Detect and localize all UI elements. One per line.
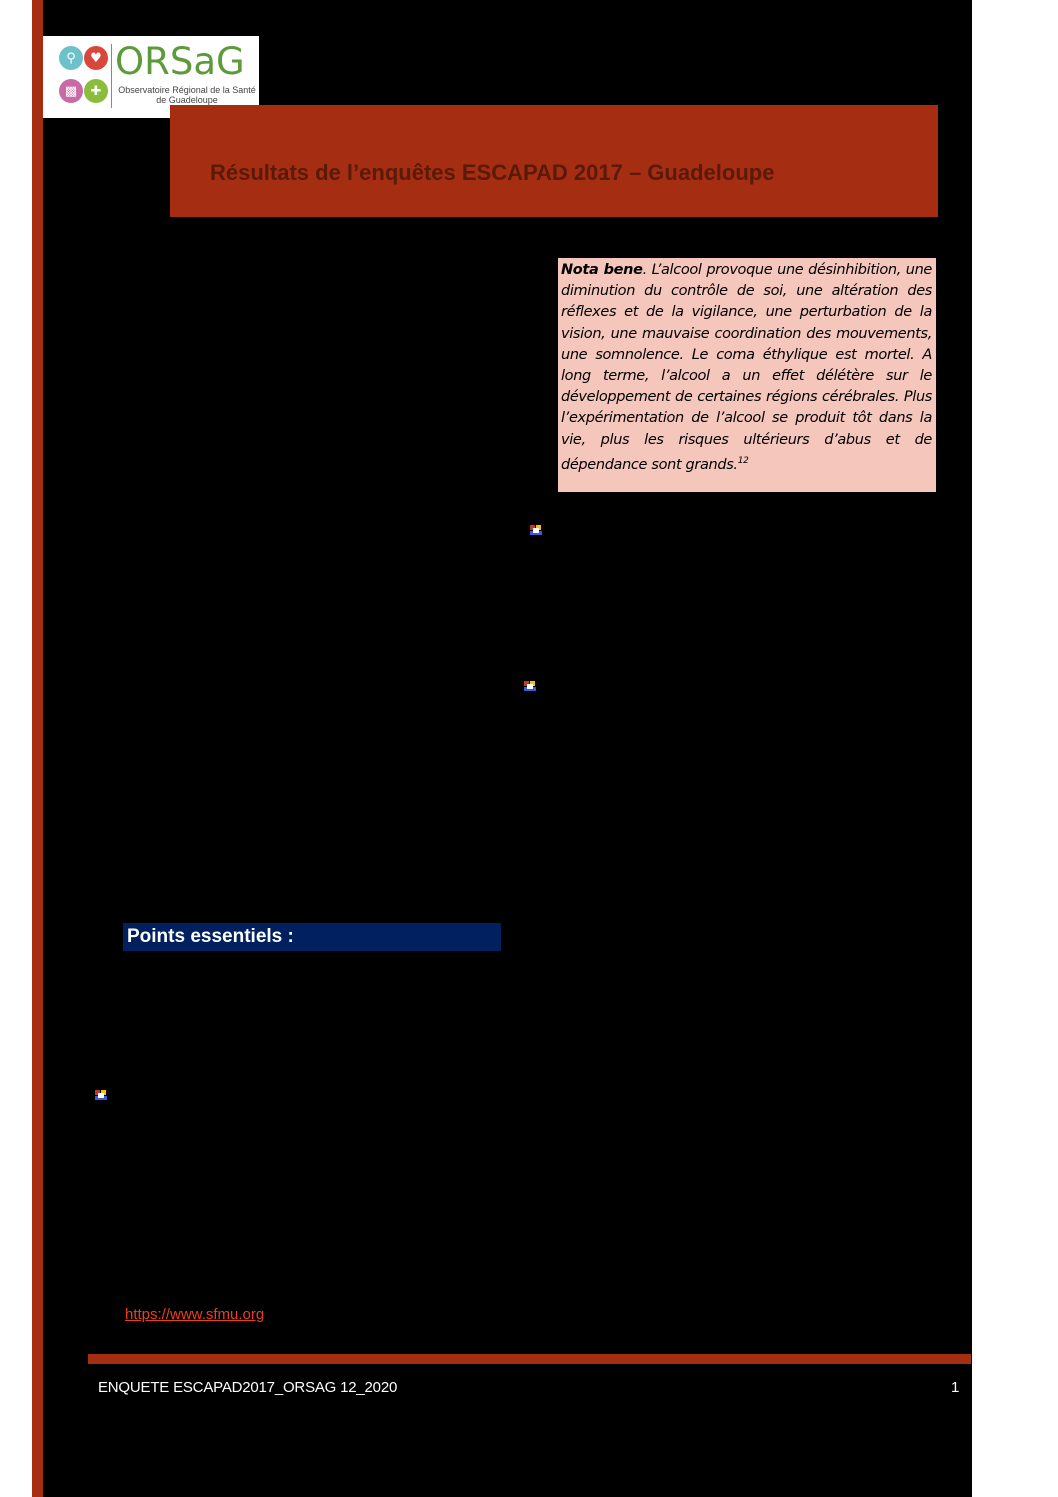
magnifier-icon: ⚲ bbox=[59, 46, 83, 70]
page-background bbox=[32, 0, 972, 1497]
broken-image-icon bbox=[529, 524, 543, 536]
left-margin-rule bbox=[32, 0, 43, 1497]
broken-image-icon bbox=[94, 1089, 108, 1101]
nota-bene-box bbox=[558, 258, 936, 492]
nota-bene-label: Nota bene bbox=[561, 262, 643, 278]
page-title: Résultats de l’enquêtes ESCAPAD 2017 – Guadeloupe bbox=[210, 160, 775, 185]
person-icon: ✚ bbox=[84, 79, 108, 103]
broken-image-icon bbox=[523, 680, 537, 692]
logo-wordmark: ORSaG bbox=[115, 40, 245, 83]
heart-pulse-icon: ♥ bbox=[84, 46, 108, 70]
page-number: 1 bbox=[951, 1379, 960, 1396]
bar-chart-icon: ▩ bbox=[59, 79, 83, 103]
footnote-ref: 12 bbox=[737, 455, 749, 466]
points-essentiels-heading bbox=[123, 923, 501, 951]
logo-divider bbox=[111, 44, 112, 108]
title-banner bbox=[170, 105, 938, 217]
points-heading-text: Points essentiels : bbox=[127, 926, 294, 947]
footer-document-id: ENQUETE ESCAPAD2017_ORSAG 12_2020 bbox=[98, 1379, 398, 1396]
nota-bene-text: . L’alcool provoque une désinhibition, une diminution du contrôle de soi, une altération des réflexes et de la vigilance, une perturbation de la vision, une mauvaise coordination des mouvements, une somnolence. Le coma éthylique est mortel. A long terme, l’alcool a un effet délétère sur le développement de certaines régions cérébrales. Plus l’expérimentation de l’alcool se produit tôt dans la vie, plus les risques ultérieurs d’abus et de dépendance sont grands. bbox=[561, 262, 932, 473]
sfmu-link[interactable]: https://www.sfmu.org bbox=[125, 1306, 265, 1323]
logo-subtitle: Observatoire Régional de la Santé de Guadeloupe bbox=[118, 85, 256, 105]
footer-rule bbox=[88, 1354, 971, 1364]
nota-bene-paragraph bbox=[561, 260, 932, 476]
